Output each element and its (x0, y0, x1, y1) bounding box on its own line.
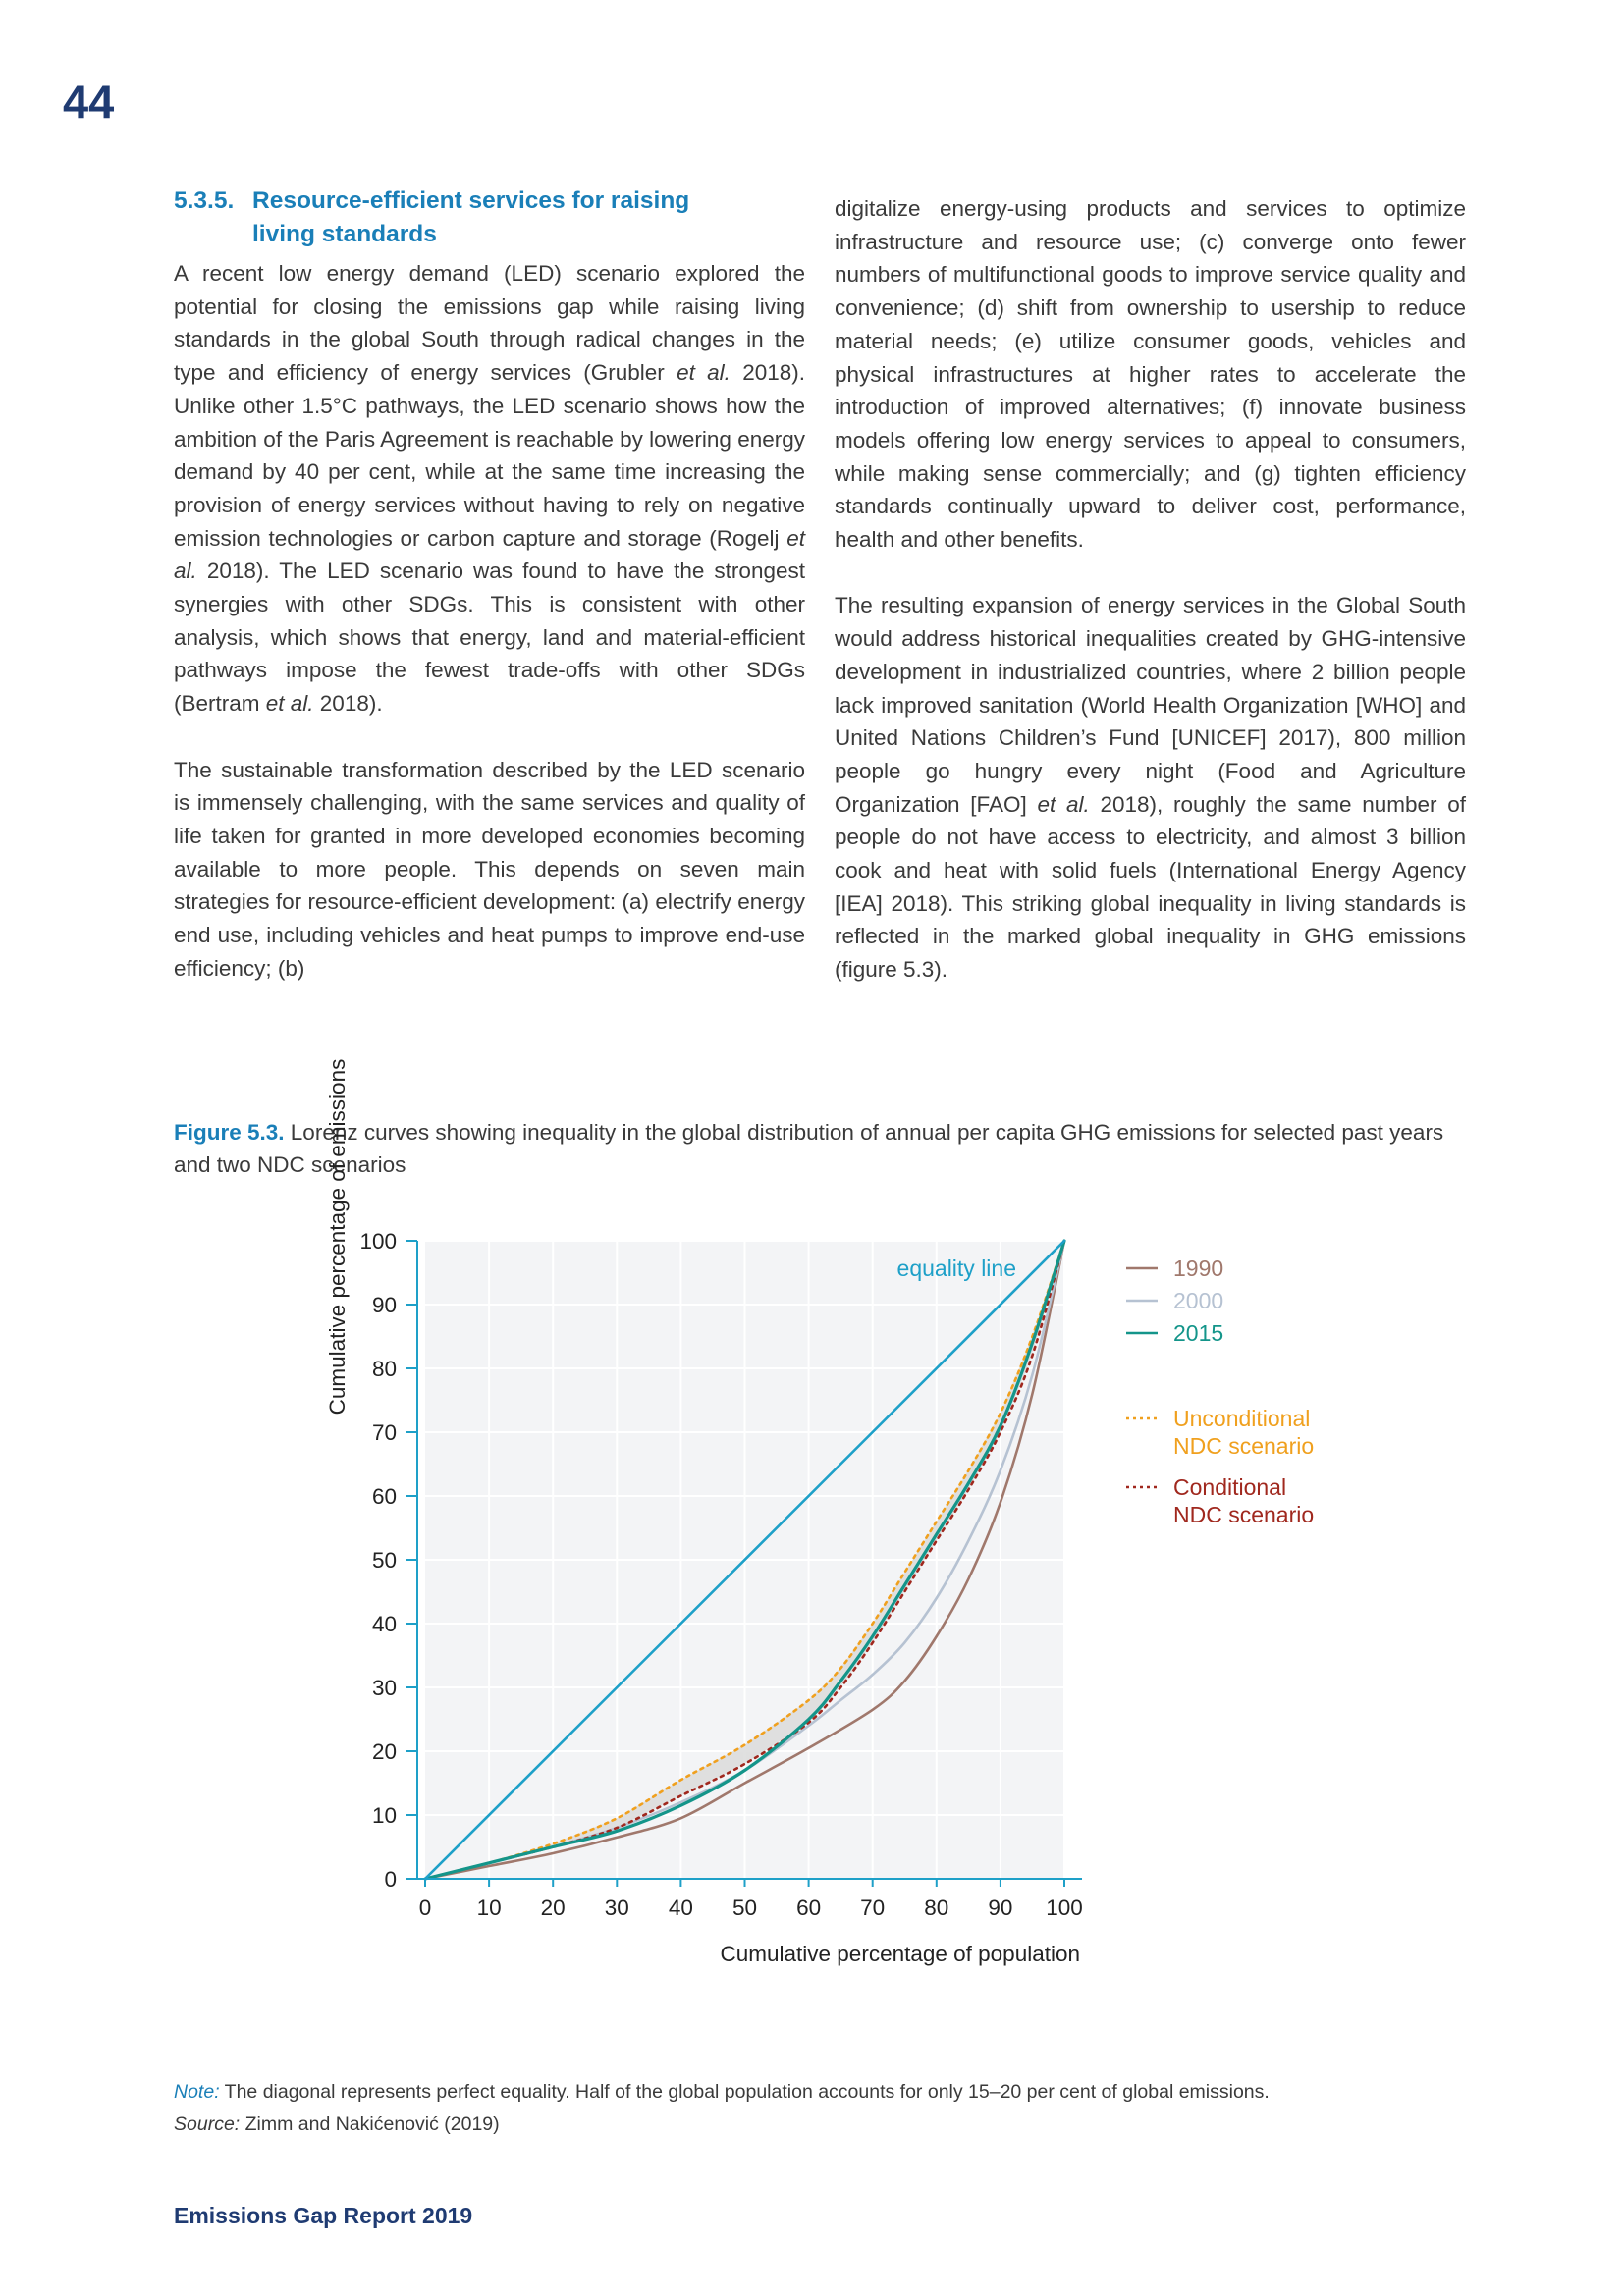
figure-source (174, 2113, 500, 2136)
x-tick-label: 60 (796, 1896, 822, 1920)
equality-line-annotation: equality line (896, 1255, 1016, 1281)
x-tick-label: 20 (540, 1896, 566, 1920)
x-tick-label: 100 (1046, 1896, 1083, 1920)
text-run: A recent low energy demand (LED) scenario explored the potential for closing the emissions gap while raising living standards in the global South through radical changes in the type and efficiency of energy services (Grubler (174, 261, 805, 386)
y-tick-label: 60 (371, 1484, 397, 1509)
source-text: Zimm and Nakićenović (2019) (240, 2113, 500, 2135)
y-tick-label: 90 (371, 1293, 397, 1317)
text-etal: et al. (1037, 791, 1090, 817)
text-run: 2018). Unlike other 1.5°C pathways, the LED scenario shows how the ambition of the Paris Agreement is reachable by lowering energy demand by 40 per cent, while at the same time increasing the provision of energy services without having to rely on negative emission technologies or carbon capture and storage (Rogelj (174, 360, 805, 551)
figure-note (174, 2081, 1270, 2104)
section-title-line1: Resource-efficient services for raising (252, 187, 690, 214)
x-tick-label: 0 (418, 1896, 432, 1920)
legend-label-conditional: Conditional (1173, 1474, 1287, 1500)
x-tick-label: 30 (604, 1896, 629, 1920)
text-etal: et al. (265, 691, 314, 717)
y-tick-label: 40 (371, 1612, 397, 1636)
page-number: 44 (63, 76, 115, 128)
text-run: The resulting expansion of energy services in the Global South would address historical inequalities created by GHG-intensive development in industrialized countries, where 2 billion people lack improved sanitation (World Health Organization [WHO] and United Nations Children’s Fund [UNICEF] 2017), 800 million people go hungry every night (Food and Agriculture Organization [FAO] (835, 593, 1466, 817)
report-footer-title: Emissions Gap Report 2019 (174, 2203, 473, 2228)
x-axis-label: Cumulative percentage of population (720, 1942, 1080, 1966)
text-etal: et al. (677, 360, 731, 386)
y-tick-label: 50 (371, 1548, 397, 1573)
legend-label-s2000: 2000 (1173, 1288, 1224, 1313)
y-tick-label: 10 (371, 1803, 397, 1828)
paragraph-transformation: The sustainable transformation described by the LED scenario is immensely challenging, with the same services and quality of life taken for granted in more developed economies becoming available to more people. This depends on seven main strategies for resource-efficient development: (a) electrify energy end use, including vehicles and heat pumps to improve end-use efficiency; (b) (174, 757, 805, 981)
legend-label-s1990: 1990 (1173, 1255, 1224, 1281)
text-run: 2018), roughly the same number of people do not have access to electricity, and almost 3 billion cook and heat with solid fuels (International Energy Agency [IEA] 2018). This striking global inequality in living standards is reflected in the marked global inequality in GHG emissions (figure 5.3). (835, 791, 1467, 983)
paragraph-strategies: digitalize energy-using products and services to optimize infrastructure and resource use; (c) converge onto fewer numbers of multifunctional goods to improve service quality and convenience; (d) shift from ownership to usership to reduce material needs; (e) utilize consumer goods, vehicles and physical infrastructures at higher rates to accelerate the introduction of improved alternatives; (f) innovate business models offering low energy services to appeal to consumers, while making sense commercially; and (g) tighten efficiency standards continually upward to deliver cost, performance, health and other benefits. (835, 196, 1466, 553)
y-tick-label: 80 (371, 1357, 397, 1381)
x-tick-label: 50 (731, 1896, 758, 1920)
y-tick-label: 30 (371, 1676, 397, 1700)
figure-caption-text: Lorenz curves showing inequality in the global distribution of annual per capita GHG emissions for selected past years and two NDC scenarios (174, 1120, 1444, 1177)
text-etal: et al. (174, 525, 805, 584)
section-title-line2: living standards (252, 221, 437, 247)
legend-label-conditional-line2: NDC scenario (1173, 1502, 1315, 1527)
figure-label: Figure 5.3. (174, 1120, 285, 1145)
y-tick-label: 70 (371, 1420, 397, 1445)
y-tick-label: 20 (371, 1739, 397, 1764)
x-tick-label: 70 (860, 1896, 886, 1920)
y-axis-label: Cumulative percentage of emissions (325, 1058, 350, 1415)
legend-label-s2015: 2015 (1173, 1320, 1224, 1346)
section-number: 5.3.5. (174, 187, 235, 214)
x-tick-label: 10 (476, 1896, 502, 1920)
x-tick-label: 90 (988, 1896, 1013, 1920)
y-tick-label: 100 (359, 1229, 397, 1254)
y-tick-label: 0 (384, 1867, 397, 1892)
source-label: Source: (174, 2113, 241, 2135)
x-tick-label: 40 (668, 1896, 693, 1920)
legend-label-unconditional: Unconditional (1173, 1406, 1311, 1431)
text-run: 2018). The LED scenario was found to have the strongest synergies with other SDGs. This is consistent with other analysis, which shows that energy, land and material-efficient pathways impose the fewest trade-offs with other SDGs (Bertram (174, 559, 805, 717)
x-tick-label: 80 (924, 1896, 949, 1920)
text-run: 2018). (313, 691, 383, 717)
note-label: Note: (174, 2081, 220, 2103)
legend-label-unconditional-line2: NDC scenario (1173, 1433, 1315, 1459)
note-text: The diagonal represents perfect equality. Half of the global population accounts for only 15–20 per cent of global emissions. (219, 2081, 1270, 2103)
